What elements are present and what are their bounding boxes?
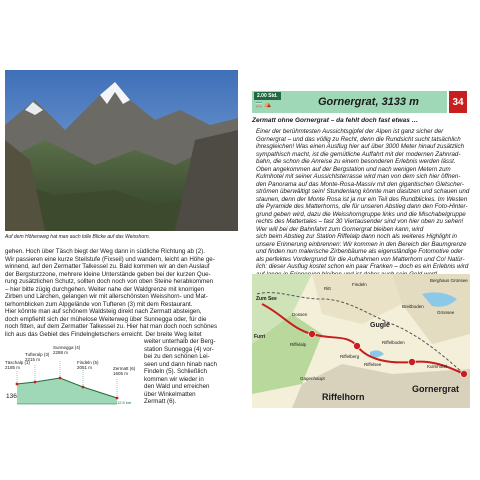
body-text-continued: weiter unterhalb der Berg- station Sunnegga (4) vor- bei zu den schönen Lei- seen und dann hinab nach Findeln (5). Schließlich kommen wir wieder in den Wald und erreichen über Winkelmatten Zermatt (6).: [144, 338, 217, 405]
route-map: [252, 274, 470, 408]
map-label-zum-see: Zum See: [256, 296, 277, 302]
map-label-kulmhotel: Kulmhotel: [427, 364, 448, 369]
mountain-photo: [5, 70, 238, 231]
map-label-riffelhorn: Riffelhorn: [322, 392, 365, 402]
profile-label-4: Findeln (5) 2051 m: [77, 360, 99, 370]
photo-caption: Auf dem Höhenweg hat man auch tolle Blicke auf das Weisshorn.: [5, 234, 150, 240]
map-label-riffelberg: Riffelberg: [340, 354, 360, 359]
map-label-riffelalp: Riffelalp: [290, 342, 307, 347]
map-label-ritt: Ritt: [324, 286, 331, 291]
map-label-breitboden: Breitboden: [402, 304, 424, 309]
map-label-berghaus: Berghaus Grünsee: [430, 278, 468, 283]
route-intro: Einer der berühmtesten Aussichtsgipfel der Alpen ist ganz sicher der Gornergrat – und das völlig zu Recht, denn die Rundsicht sucht tatsächlich ihresgleichen! Was einen Ausflug hier auf über 3000 Meter hinauf zusätzlich sympathisch macht, ist die gemütliche Auffahrt mit der modernen Zahnrad- bahn, die schon die Anreise zu einem besonderen Erlebnis werden lässt. Oben angekommen auf der Bergstation und nach wenigen Metern zum Kulmhotel mit seiner Aussichtsterrasse wird man von dem sich hier öffnen- den Panorama auf das Monte-Rosa-Massiv mit den gigantischen Gletscher- strömen überwältigt sein! Stundenlang könnte man dasitzen und schauen und staunen, denn der Monte Rosa ist ja nur ein Teil des Rundblickes. Im Westen die Pyramide des Matterhorns, die für unseren Abstieg dann den Foto-Hinter- grund geben wird, dazu die Weisshorngruppe links und die Mischabelgruppe rechts des Mattertales – fast 30 Viertausender sind von hier oben zu sehen! Wer will bei der Bahnfahrt zum Gornergrat bleiben kann, wird sich beim Abstieg zur Station Riffelalp dann noch als weiteres Highlight in unsere Erinnerung einbrennen: Wir kommen in den Bereich der Baumgrenze und finden nun malerische Zirbenbäume als eigenständige Fotomotive oder als perfektes Vordergrund für die Aufnahmen von Matterhorn und Co! Natür- lich: dieser Ausflug kostet schon ein paar Franken – doch es ein Erlebnis wird: [256, 128, 470, 270]
profile-label-5: Zermatt (6) 1605 m: [113, 366, 136, 376]
elevation-profile: [5, 345, 141, 407]
body-text: gehen. Hoch über Täsch biegt der Weg dann in südliche Richtung ab (2). Wir passieren eine kurze Steilstufe (Fixseil) und wandern, leicht an Höhe ge- winnend, auf den Zermatter Talkessel zu. Bald kommen wir an den Auslauf der Bergsturzzone, mehrere kleine Unterstände geben bei der kurzen Que- rung zusätzlichen Schutz, sollten doch noch von oben Steine herabkommen – hier bitte zügig durchgehen. Weiter nahe der Waldgrenze mit knorrigen Zirben und Lärchen, gelangen wir mit allerschönsten Weisshorn- und Mat- terhornblicken zum Alpgelände von Tufteren (3) mit dem Restaurant. Hier könnte man auf schönem Waldsteig direkt nach Zermatt absteigen, doch empfiehlt sich der mühelose Weiterweg über Sunnegga oder, für die noch fitten, auf dem Zermatter Talkessel zu. Hier hat man doch noch schönes lich aus das Gebiet des Findelngletschers erreicht. Der breite Weg leitet: [5, 248, 218, 338]
map-label-riffelsee: Riffelsee: [364, 362, 382, 367]
map-label-grunsee: Grünsee: [437, 310, 455, 315]
map-label-findeln: Findeln: [352, 282, 367, 287]
map-label-gornergrat: Gornergrat: [412, 384, 460, 394]
profile-label-2: Tufteralp (3) 2215 m: [25, 352, 50, 362]
route-title: Gornergrat, 3133 m: [318, 96, 419, 108]
route-number-badge: 34: [449, 91, 467, 113]
map-label-furri: Furri: [254, 334, 266, 340]
profile-label-3: Sunnegga (4) 2288 m: [53, 345, 81, 355]
map-label-gagenhaupt: Gagenhaupt: [300, 376, 325, 381]
map-label-gugle: Gugle: [370, 322, 390, 329]
route-subheading: Zermatt ohne Gornergrat – da fehlt doch fast etwas …: [252, 117, 419, 124]
duration-badge: 2.00 Std.: [254, 92, 281, 100]
profile-label-1: Täschalp (1) 2185 m: [5, 360, 31, 370]
profile-distance: 12.5 km: [117, 400, 132, 405]
map-label-dossen: Dossen: [292, 312, 308, 317]
transport-icon: 🚃 ⛺: [255, 102, 272, 108]
page-number: 136: [6, 393, 17, 400]
map-label-riffelboden: Riffelboden: [382, 340, 405, 345]
